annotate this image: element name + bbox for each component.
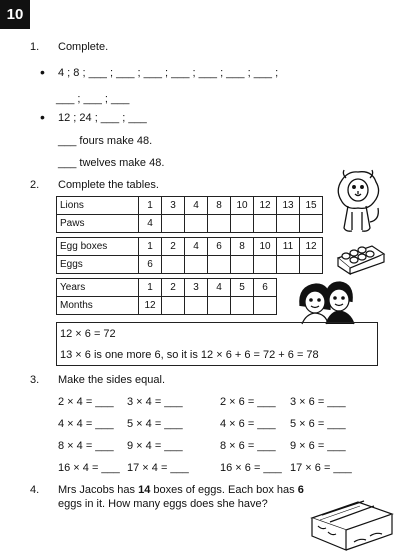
table-cell: 2 [162, 238, 185, 256]
table-cell: 8 [231, 238, 254, 256]
table-cell: 15 [300, 197, 323, 215]
table-cell: 10 [254, 238, 277, 256]
answer-cell[interactable] [185, 297, 208, 315]
equation: 16 × 6 = ___ [220, 462, 282, 474]
table-row-label: Paws [57, 215, 139, 233]
equation: 5 × 6 = ___ [290, 418, 346, 430]
q1-twelves-make-48: ___ twelves make 48. [58, 157, 165, 169]
table-row [57, 238, 323, 256]
q4-line-1: Mrs Jacobs has 14 boxes of eggs. Each box has 6 [58, 484, 304, 496]
page-number: 10 [0, 0, 30, 29]
table-row-label: Lions [57, 197, 139, 215]
table-row [57, 279, 277, 297]
answer-cell[interactable] [185, 256, 208, 274]
equation: 5 × 4 = ___ [127, 418, 183, 430]
equation: 2 × 6 = ___ [220, 396, 276, 408]
table-cell: 4 [139, 215, 162, 233]
answer-cell[interactable] [254, 297, 277, 315]
equation: 16 × 4 = ___ [58, 462, 120, 474]
q2-number: 2. [30, 179, 40, 191]
q1-sequence-twelves: • 12 ; 24 ; ___ ; ___ [58, 111, 147, 125]
table-cell: 12 [300, 238, 323, 256]
table-cell: 11 [277, 238, 300, 256]
equation: 8 × 6 = ___ [220, 440, 276, 452]
table-cell: 8 [208, 197, 231, 215]
table-cell: 1 [139, 197, 162, 215]
equation: 17 × 6 = ___ [290, 462, 352, 474]
answer-cell[interactable] [231, 215, 254, 233]
table-cell: 5 [231, 279, 254, 297]
table-row-label: Egg boxes [57, 238, 139, 256]
q1-sequence-fours-cont: ___ ; ___ ; ___ [56, 93, 130, 105]
q1-sequence-fours: • 4 ; 8 ; ___ ; ___ ; ___ ; ___ ; ___ ; ___ ; ___ ; [58, 66, 278, 80]
equation: 2 × 4 = ___ [58, 396, 114, 408]
answer-cell[interactable] [208, 256, 231, 274]
answer-cell[interactable] [162, 215, 185, 233]
table-cell: 1 [139, 279, 162, 297]
table-cell: 4 [185, 238, 208, 256]
table-cell: 3 [185, 279, 208, 297]
equation: 4 × 6 = ___ [220, 418, 276, 430]
table-cell: 12 [254, 197, 277, 215]
equation: 8 × 4 = ___ [58, 440, 114, 452]
answer-cell[interactable] [185, 215, 208, 233]
answer-cell[interactable] [231, 297, 254, 315]
equation: 9 × 6 = ___ [290, 440, 346, 452]
q1-title: Complete. [58, 41, 109, 53]
example-line-2: 13 × 6 is one more 6, so it is 12 × 6 + 6 = 72 + 6 = 78 [60, 349, 319, 361]
table-row [57, 297, 277, 315]
table-cell: 4 [185, 197, 208, 215]
egg-box-icon [304, 496, 398, 554]
answer-cell[interactable] [162, 256, 185, 274]
table-cell: 1 [139, 238, 162, 256]
egg-boxes-table [56, 237, 323, 274]
answer-cell[interactable] [208, 297, 231, 315]
table-row [57, 256, 323, 274]
answer-cell[interactable] [254, 256, 277, 274]
lion-icon [332, 168, 384, 236]
answer-cell[interactable] [277, 215, 300, 233]
q2-title: Complete the tables. [58, 179, 159, 191]
table-cell: 10 [231, 197, 254, 215]
table-cell: 6 [254, 279, 277, 297]
equation: 3 × 6 = ___ [290, 396, 346, 408]
answer-cell[interactable] [300, 215, 323, 233]
table-row-label: Years [57, 279, 139, 297]
years-months-table [56, 278, 277, 315]
example-line-1: 12 × 6 = 72 [60, 328, 116, 340]
table-cell: 6 [208, 238, 231, 256]
table-cell: 6 [139, 256, 162, 274]
answer-cell[interactable] [231, 256, 254, 274]
q4-line-2: eggs in it. How many eggs does she have? [58, 498, 268, 510]
children-icon [296, 276, 358, 326]
equation: 17 × 4 = ___ [127, 462, 189, 474]
answer-cell[interactable] [162, 297, 185, 315]
equation: 9 × 4 = ___ [127, 440, 183, 452]
q3-number: 3. [30, 374, 40, 386]
lions-paws-table [56, 196, 323, 233]
table-row [57, 197, 323, 215]
answer-cell[interactable] [300, 256, 323, 274]
table-row-label: Eggs [57, 256, 139, 274]
table-cell: 4 [208, 279, 231, 297]
table-cell: 12 [139, 297, 162, 315]
equation: 3 × 4 = ___ [127, 396, 183, 408]
table-cell: 3 [162, 197, 185, 215]
table-row [57, 215, 323, 233]
egg-carton-icon [332, 236, 386, 276]
table-row-label: Months [57, 297, 139, 315]
q1-fours-make-48: ___ fours make 48. [58, 135, 153, 147]
worked-example-box [56, 322, 378, 366]
answer-cell[interactable] [277, 256, 300, 274]
q3-title: Make the sides equal. [58, 374, 166, 386]
table-cell: 2 [162, 279, 185, 297]
q4-number: 4. [30, 484, 40, 496]
answer-cell[interactable] [208, 215, 231, 233]
table-cell: 13 [277, 197, 300, 215]
equation: 4 × 4 = ___ [58, 418, 114, 430]
answer-cell[interactable] [254, 215, 277, 233]
q1-number: 1. [30, 41, 40, 53]
